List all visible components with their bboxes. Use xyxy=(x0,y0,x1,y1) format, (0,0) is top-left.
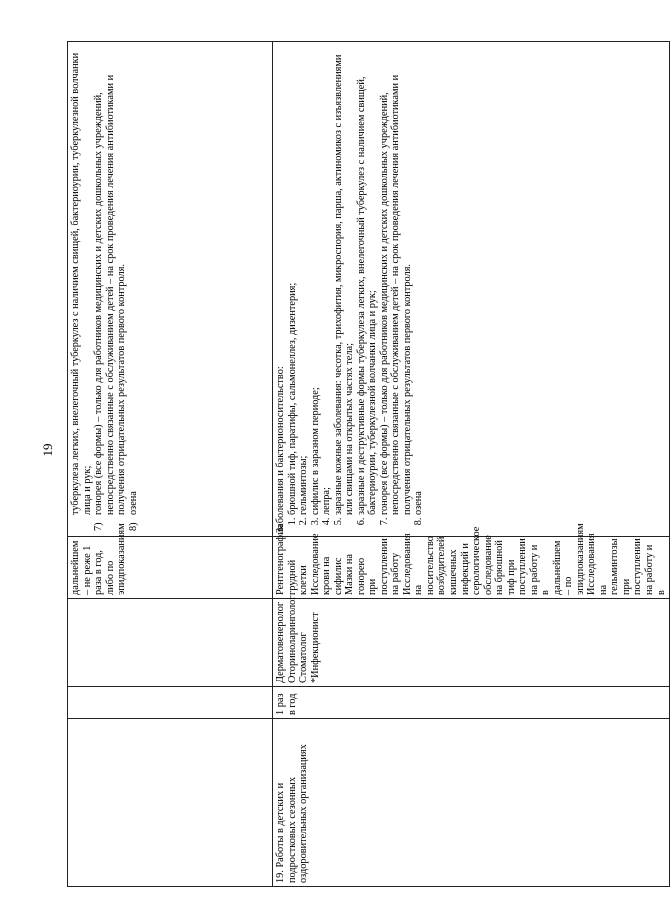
list-item: 6. заразные и деструктивные формы туберкулеза легких, внелегочный туберкулез с наличием свищей, бактериоурии, туберкулезной волчанки лица и рук; xyxy=(356,45,379,515)
cell-work-type xyxy=(273,719,670,887)
cell-periodicity-empty xyxy=(68,687,273,719)
exam-frequency-tail: дальнейшем – не реже 1 раза в год, либо по эпидпоказаниям xyxy=(70,523,128,595)
doctor-item: Стоматолог xyxy=(298,632,310,683)
doctor-item: *Инфекционист xyxy=(309,612,321,683)
cell-contraindications xyxy=(273,42,670,537)
list-item: 1. брюшной тиф, паратифы, сальмонеллез, дизентерия; xyxy=(287,45,299,515)
list-item: 4. лепра; xyxy=(321,45,333,515)
contra-continued-list xyxy=(93,45,139,533)
table-row-continuation xyxy=(68,42,273,887)
rotated-table-container xyxy=(67,42,667,887)
cell-exams xyxy=(273,523,670,599)
periodicity-text: 1 раз в год xyxy=(275,693,298,715)
cell-doctors-empty xyxy=(68,599,273,687)
cell-work-empty xyxy=(68,719,273,887)
table-row-19 xyxy=(273,42,670,887)
list-item: озена xyxy=(127,491,139,515)
page-number: 19 xyxy=(40,443,55,457)
cell-exams-continuation xyxy=(68,523,273,599)
list-item: 5. заразные кожные заболевания: чесотка, трихофития, микроспория, парша, актиномикоз с изъязвлениями или свищами на открытых частях тела; xyxy=(333,45,356,515)
work-type-text: 19. Работы в детских и подростковых сезонных оздоровительных организациях xyxy=(275,744,310,883)
list-item: 8. озена xyxy=(413,45,425,515)
doctor-item: Оториноларинголог xyxy=(286,595,298,683)
contra-continued-text: туберкулеза легких, внелегочный туберкулез с наличием свищей, бактериоурии, туберкулезной волчанки лица и рук; xyxy=(70,52,93,515)
list-item: 7. гонорея (все формы) – только для работников медицинских и детских дошкольных учреждений, непосредственно связанные с обслуживанием детей – на срок проведения лечения антибиотиками и получения отрицательных результатов первого контроля. xyxy=(379,45,414,515)
contra-list xyxy=(287,45,425,533)
cell-periodicity xyxy=(273,687,670,719)
list-item: 3. сифилис в заразном периоде; xyxy=(310,45,322,515)
list-item: 2. гельминтозы; xyxy=(298,45,310,515)
list-item: гонорея (все формы) – только для работников медицинских и детских дошкольных учреждений, непосредственно связанные с обслуживанием детей – на срок проведения лечения антибиотиками и получения отрицательных результатов первого контроля. xyxy=(93,74,128,515)
medical-exam-table xyxy=(67,41,670,887)
cell-contraindications-continuation xyxy=(68,42,273,537)
doctor-item: Дерматовенеролог xyxy=(275,601,286,683)
exams-text: Рентгенография грудной клетки Исследование крови на сифилис Мазки на гонорею при поступлении на работу Исследования на носительство возбудителей кишечных инфекций и серологическое обследование на брюшной тиф при поступлении на работу и в дальнейшем – по эпидпоказаниям Исследования на гельминтозы при поступлении на работу и в xyxy=(275,523,667,595)
contra-heading: Заболевания и бактерионосительство: xyxy=(275,366,286,533)
cell-doctors xyxy=(273,595,670,687)
